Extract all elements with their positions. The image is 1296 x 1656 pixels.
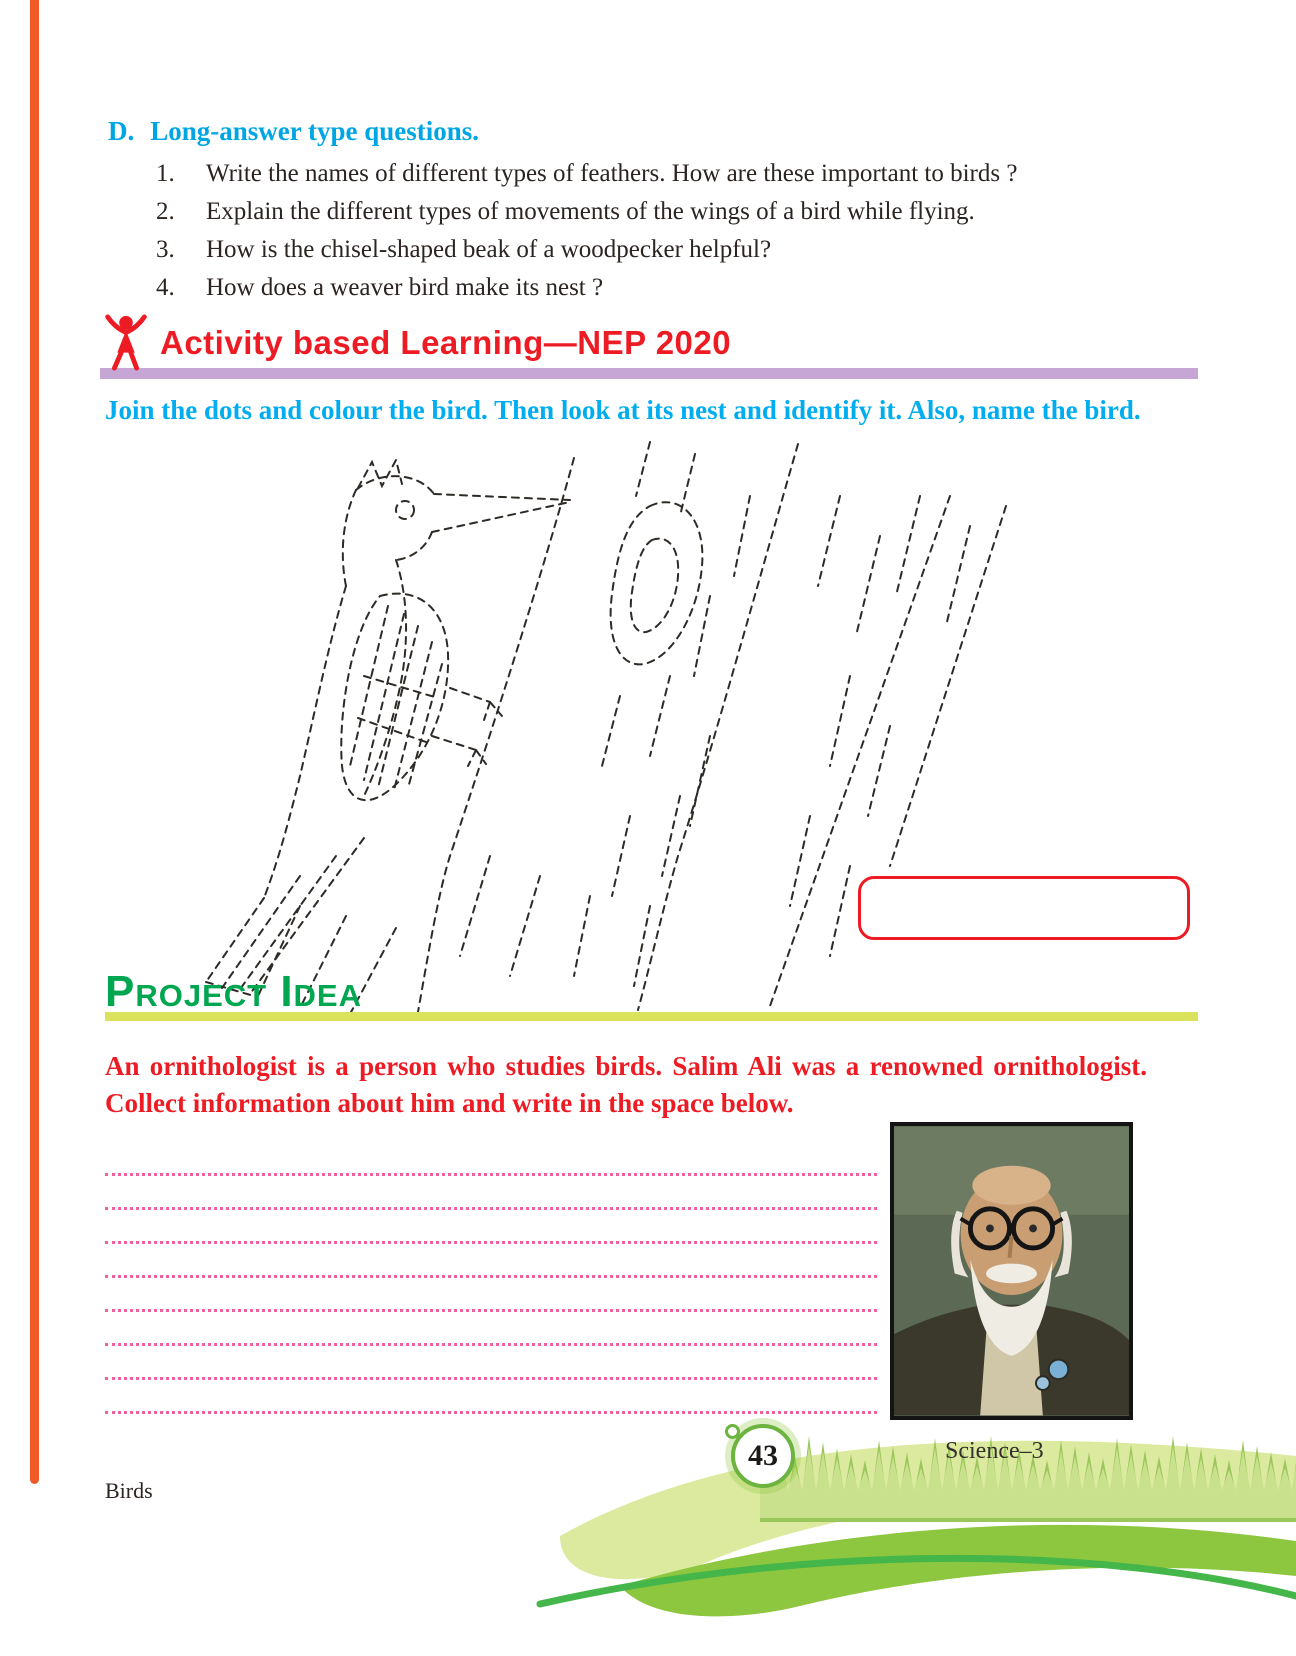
bird-name-answer-box [858, 876, 1190, 940]
question-text: Write the names of different types of feathers. How are these important to birds ? [206, 160, 1018, 187]
page-number: 43 [748, 1439, 778, 1472]
writing-line [105, 1346, 877, 1380]
writing-line [105, 1176, 877, 1210]
section-title: Long-answer type questions. [150, 116, 480, 146]
question-row [108, 231, 1198, 269]
margin-accent-bar [30, 0, 39, 1484]
section-long-answer-questions [108, 116, 1198, 307]
salim-ali-portrait-illustration [894, 1126, 1129, 1416]
page-number-badge [731, 1424, 795, 1488]
writing-line [105, 1210, 877, 1244]
question-number: 1. [156, 160, 175, 187]
writing-line [105, 1142, 877, 1176]
book-title-label: Science–3 [945, 1438, 1044, 1464]
question-text: How is the chisel-shaped beak of a woodpecker helpful? [206, 236, 772, 263]
footer-grass-decoration [0, 1376, 1296, 1656]
activity-instruction: Join the dots and colour the bird. Then look at its nest and identify it. Also, name the bird. [105, 395, 1141, 425]
jumping-child-icon [100, 314, 152, 372]
activity-heading: Activity based Learning—NEP 2020 [160, 324, 732, 361]
writing-line [105, 1244, 877, 1278]
project-heading: Project Idea [105, 967, 362, 1016]
writing-line [105, 1312, 877, 1346]
activity-underline-bar [100, 368, 1198, 379]
section-label: D. [108, 116, 135, 146]
question-row [108, 269, 1198, 307]
section-heading [108, 116, 1198, 147]
writing-line [105, 1278, 877, 1312]
woodpecker-outline [206, 460, 570, 996]
leaf-dot-icon [725, 1424, 740, 1439]
question-number: 2. [156, 198, 175, 225]
question-text: Explain the different types of movements of the wings of a bird while flying. [206, 198, 975, 225]
question-row [108, 155, 1198, 193]
question-number: 4. [156, 274, 175, 301]
project-instruction: An ornithologist is a person who studies birds. Salim Ali was a renowned ornithologist. Collect information about him and write in the space below. [105, 1051, 1147, 1118]
question-list [108, 155, 1198, 307]
writing-lines-area [105, 1142, 877, 1414]
question-row [108, 193, 1198, 231]
question-number: 3. [156, 236, 175, 263]
question-text: How does a weaver bird make its nest ? [206, 274, 604, 301]
chapter-label: Birds [105, 1478, 153, 1503]
